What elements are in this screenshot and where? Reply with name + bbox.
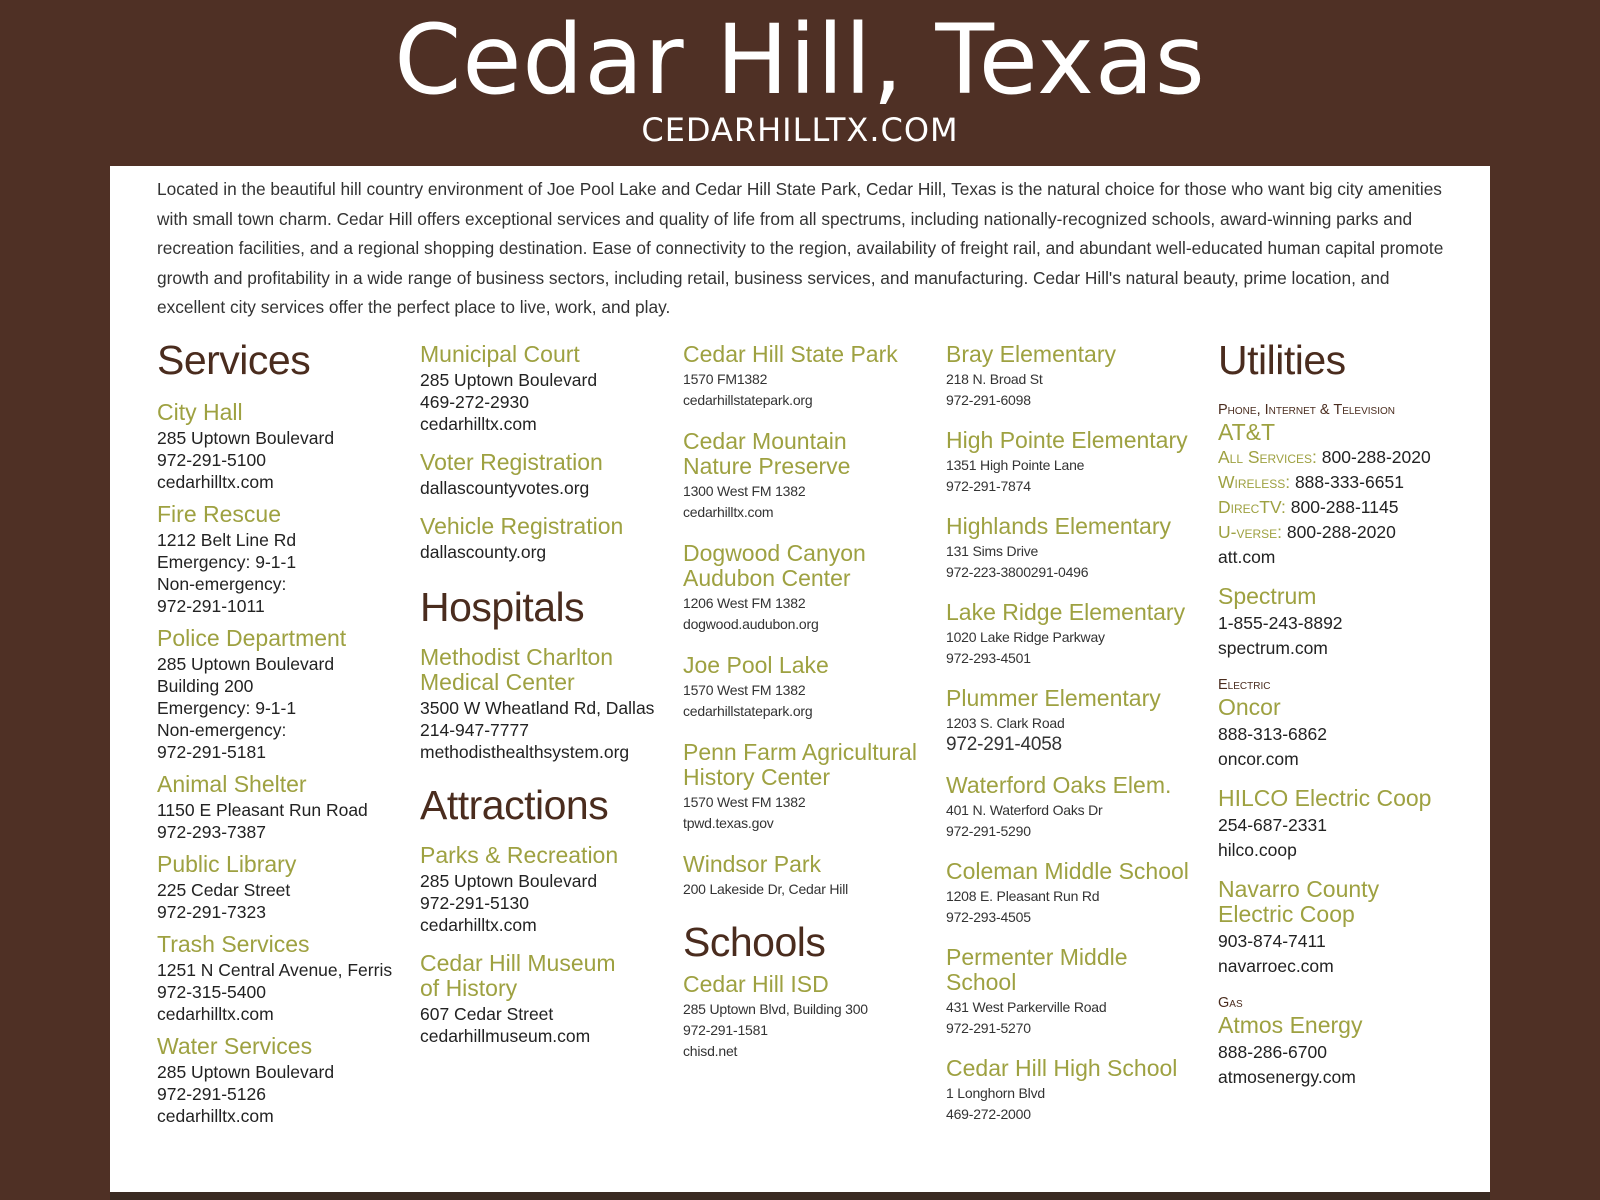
- hilco-website[interactable]: hilco.coop: [1218, 840, 1297, 860]
- entry-line: 972-291-5270: [946, 1020, 1031, 1036]
- entry-line: 200 Lakeside Dr, Cedar Hill: [683, 881, 849, 897]
- entry-details: [157, 959, 407, 1025]
- directory-entry: [946, 945, 1196, 1039]
- entry-details: [946, 627, 1196, 669]
- entry-details: [420, 477, 660, 499]
- oncor-name: Oncor: [1218, 694, 1281, 720]
- entry-website[interactable]: cedarhilltx.com: [157, 472, 274, 492]
- directory-entry: [420, 514, 660, 563]
- entry-line: 972-291-5100: [157, 450, 266, 470]
- directory-entry: [157, 626, 407, 763]
- entry-line: 972-291-1581: [683, 1022, 768, 1038]
- att-service-phone: 888-333-6651: [1290, 472, 1404, 492]
- entry-line: 1570 West FM 1382: [683, 794, 806, 810]
- hospitals-heading: Hospitals: [420, 584, 585, 630]
- entry-website[interactable]: cedarhilltx.com: [420, 414, 537, 434]
- entry-name: Lake Ridge Elementary: [946, 599, 1186, 625]
- att-services: [1218, 445, 1458, 545]
- directory-entry: [946, 859, 1196, 928]
- entry-line: 1208 E. Pleasant Run Rd: [946, 888, 1100, 904]
- entry-website[interactable]: dallascountyvotes.org: [420, 478, 590, 498]
- entry-line: 401 N. Waterford Oaks Dr: [946, 802, 1103, 818]
- entry-line: 972-291-1011: [157, 596, 265, 616]
- entry-line: 972-291-5290: [946, 823, 1031, 839]
- entry-name-cont: Nature Preserve: [683, 453, 851, 479]
- entry-details: [946, 997, 1196, 1039]
- directory-entry: [946, 686, 1196, 756]
- entry-line: 285 Uptown Blvd, Building 300: [683, 1001, 868, 1017]
- directory-entry: [157, 932, 407, 1025]
- entry-line: 131 Sims Drive: [946, 543, 1039, 559]
- entry-line: 1570 West FM 1382: [683, 682, 806, 698]
- entry-website[interactable]: dallascounty.org: [420, 542, 547, 562]
- att-service-label: DirecTV:: [1218, 497, 1286, 517]
- civic-list: [420, 342, 660, 563]
- entry-line: 1203 S. Clark Road: [946, 715, 1065, 731]
- entry-website[interactable]: tpwd.texas.gov: [683, 815, 774, 831]
- att-service-row: [1218, 520, 1458, 545]
- entry-details: [683, 879, 933, 900]
- directory-entry: [157, 852, 407, 923]
- entry-website[interactable]: cedarhillstatepark.org: [683, 703, 813, 719]
- entry-line: 285 Uptown Boulevard: [157, 654, 335, 674]
- entry-website[interactable]: cedarhillstatepark.org: [683, 392, 813, 408]
- services-list: [157, 400, 407, 1127]
- entry-name: Animal Shelter: [157, 771, 307, 797]
- att-service-label: All Services:: [1218, 447, 1317, 467]
- entry-details: [946, 455, 1196, 497]
- entry-name: Penn Farm Agricultural: [683, 739, 917, 765]
- entry-details: [683, 369, 933, 411]
- entry-details: [946, 541, 1196, 583]
- att-service-row: [1218, 445, 1458, 470]
- entry-details: [157, 799, 407, 843]
- att-service-phone: 800-288-1145: [1285, 497, 1399, 517]
- entry-details: [683, 481, 933, 523]
- entry-details: [157, 879, 407, 923]
- navarro-name-line1: Navarro County: [1218, 876, 1380, 902]
- entry-details: [683, 593, 933, 635]
- directory-entry: [946, 514, 1196, 583]
- entry-website[interactable]: cedarhilltx.com: [683, 504, 774, 520]
- spectrum-website[interactable]: spectrum.com: [1218, 638, 1328, 658]
- entry-details: [420, 870, 660, 936]
- navarro-name-line2: Electric Coop: [1218, 901, 1355, 927]
- entry-details: [946, 800, 1196, 842]
- entry-name: Windsor Park: [683, 851, 822, 877]
- entry-line: Non-emergency:: [157, 574, 287, 594]
- hilco-phone: 254-687-2331: [1218, 815, 1327, 835]
- spectrum-phone: 1-855-243-8892: [1218, 613, 1343, 633]
- schools-list: [683, 972, 933, 1062]
- civic-column: [420, 342, 660, 1062]
- directory-entry: [420, 843, 660, 936]
- entry-line: 972-291-7874: [946, 478, 1031, 494]
- directory-entry: [683, 541, 933, 635]
- entry-line: 972-291-7323: [157, 902, 266, 922]
- entry-name-cont: Medical Center: [420, 669, 575, 695]
- oncor-phone: 888-313-6862: [1218, 724, 1327, 744]
- spectrum-name: Spectrum: [1218, 583, 1317, 609]
- entry-line: 1150 E Pleasant Run Road: [157, 800, 368, 820]
- entry-details: [157, 653, 407, 763]
- directory-entry: [420, 951, 660, 1047]
- entry-name: Cedar Hill State Park: [683, 341, 898, 367]
- entry-line: 3500 W Wheatland Rd, Dallas: [420, 698, 655, 718]
- entry-line: Non-emergency:: [157, 720, 287, 740]
- page-header: [0, 0, 1600, 166]
- entry-line: 218 N. Broad St: [946, 371, 1043, 387]
- entry-name: Cedar Hill High School: [946, 1055, 1178, 1081]
- directory-entry: [946, 1056, 1196, 1125]
- entry-details: [683, 792, 933, 834]
- directory-entry: [946, 600, 1196, 669]
- entry-name: Cedar Mountain: [683, 428, 847, 454]
- entry-line: 607 Cedar Street: [420, 1004, 554, 1024]
- schools-column: [946, 342, 1196, 1142]
- entry-details: [157, 427, 407, 493]
- entry-name: Waterford Oaks Elem.: [946, 772, 1172, 798]
- entry-name: High Pointe Elementary: [946, 427, 1188, 453]
- entry-line: 214-947-7777: [420, 720, 529, 740]
- services-column: [157, 337, 407, 1136]
- entry-line: 469-272-2930: [420, 392, 529, 412]
- entry-website[interactable]: cedarhilltx.com: [157, 1004, 274, 1024]
- entry-details: [946, 886, 1196, 928]
- entry-name: Fire Rescue: [157, 501, 281, 527]
- entry-name: Water Services: [157, 1033, 313, 1059]
- directory-entry: [157, 400, 407, 493]
- schools-heading: Schools: [683, 919, 826, 965]
- entry-line: 1212 Belt Line Rd: [157, 530, 297, 550]
- page-title: Cedar Hill, Texas: [394, 4, 1206, 116]
- footer-strip: [110, 1192, 1490, 1200]
- directory-entry: [946, 342, 1196, 411]
- entry-line: 972-315-5400: [157, 982, 266, 1002]
- entry-details: [946, 713, 1196, 756]
- entry-details: [946, 369, 1196, 411]
- entry-line: 972-291-6098: [946, 392, 1031, 408]
- content-panel: [110, 166, 1490, 1200]
- directory-entry: [420, 450, 660, 499]
- entry-line: 285 Uptown Boulevard: [157, 1062, 335, 1082]
- entry-line: Building 200: [157, 676, 254, 696]
- att-service-row: [1218, 470, 1458, 495]
- entry-details: [683, 999, 933, 1062]
- entry-line: 1351 High Pointe Lane: [946, 457, 1085, 473]
- entry-line: 972-293-4505: [946, 909, 1031, 925]
- entry-line: 972-293-4501: [946, 650, 1031, 666]
- entry-name: Cedar Hill Museum: [420, 950, 616, 976]
- hilco-name: HILCO Electric Coop: [1218, 785, 1432, 811]
- attractions-heading: Attractions: [420, 782, 609, 828]
- directory-entry: [683, 342, 933, 411]
- utilities-heading: Utilities: [1218, 337, 1346, 383]
- att-service-phone: 800-288-2020: [1316, 447, 1431, 467]
- entry-website[interactable]: cedarhilltx.com: [420, 915, 537, 935]
- directory-entry: [157, 1034, 407, 1127]
- entry-website[interactable]: cedarhillmuseum.com: [420, 1026, 591, 1046]
- hospitals-list: [420, 645, 660, 763]
- entry-website[interactable]: cedarhilltx.com: [157, 1106, 274, 1126]
- directory-entry: [157, 772, 407, 843]
- entry-name-cont: History Center: [683, 764, 830, 790]
- directory-entry: [683, 653, 933, 722]
- att-service-row: [1218, 495, 1458, 520]
- entry-details: [420, 697, 660, 763]
- entry-line: 972-291-5126: [157, 1084, 266, 1104]
- directory-entry: [157, 502, 407, 617]
- entry-details: [420, 1003, 660, 1047]
- entry-name: Police Department: [157, 625, 347, 651]
- services-heading: Services: [157, 337, 311, 383]
- entry-line: 285 Uptown Boulevard: [420, 871, 598, 891]
- entry-line: 972-293-7387: [157, 822, 266, 842]
- parks-list: [683, 342, 933, 900]
- directory-entry: [420, 342, 660, 435]
- atmos-phone: 888-286-6700: [1218, 1042, 1327, 1062]
- entry-name: City Hall: [157, 399, 243, 425]
- entry-name: Coleman Middle School: [946, 858, 1189, 884]
- entry-name: Bray Elementary: [946, 341, 1117, 367]
- entry-line: 1251 N Central Avenue, Ferris: [157, 960, 393, 980]
- entry-line: 972-291-5181: [157, 742, 266, 762]
- entry-name: Joe Pool Lake: [683, 652, 829, 678]
- entry-website[interactable]: dogwood.audubon.org: [683, 616, 819, 632]
- entry-line: 1020 Lake Ridge Parkway: [946, 629, 1105, 645]
- directory-entry: [683, 429, 933, 523]
- entry-line: 225 Cedar Street: [157, 880, 291, 900]
- entry-line: 285 Uptown Boulevard: [157, 428, 335, 448]
- entry-details: [420, 541, 660, 563]
- att-service-label: U-verse:: [1218, 522, 1283, 542]
- phone-category: Phone, Internet & Television: [1218, 402, 1395, 418]
- entry-name: Cedar Hill ISD: [683, 971, 829, 997]
- directory-entry: [420, 645, 660, 763]
- directory-entry: [683, 852, 933, 900]
- directory-entry: [946, 773, 1196, 842]
- entry-name-cont: Audubon Center: [683, 565, 851, 591]
- entry-line: 972-291-5130: [420, 893, 529, 913]
- entry-website[interactable]: chisd.net: [683, 1043, 738, 1059]
- entry-line: 1206 West FM 1382: [683, 595, 806, 611]
- schools-detail-list: [946, 342, 1196, 1125]
- directory-entry: [946, 428, 1196, 497]
- att-name: AT&T: [1218, 419, 1276, 445]
- entry-line: 1570 FM1382: [683, 371, 768, 387]
- entry-details: [157, 529, 407, 617]
- entry-line: 285 Uptown Boulevard: [420, 370, 598, 390]
- entry-line: Emergency: 9-1-1: [157, 698, 297, 718]
- atmos-name: Atmos Energy: [1218, 1012, 1363, 1038]
- entry-details: [157, 1061, 407, 1127]
- gas-category: Gas: [1218, 995, 1243, 1011]
- entry-details: [683, 680, 933, 722]
- entry-name: Dogwood Canyon: [683, 540, 866, 566]
- entry-name: Municipal Court: [420, 341, 580, 367]
- att-website[interactable]: att.com: [1218, 547, 1276, 567]
- entry-phone: 972-291-4058: [946, 734, 1062, 755]
- entry-name: Methodist Charlton: [420, 644, 614, 670]
- utilities-column: [1218, 337, 1458, 1090]
- att-service-phone: 800-288-2020: [1282, 522, 1396, 542]
- entry-line: 1 Longhorn Blvd: [946, 1085, 1045, 1101]
- navarro-phone: 903-874-7411: [1218, 931, 1326, 951]
- entry-name-cont: of History: [420, 975, 518, 1001]
- electric-category: Electric: [1218, 677, 1271, 693]
- directory-entry: [683, 972, 933, 1062]
- entry-details: [946, 1083, 1196, 1125]
- entry-website[interactable]: methodisthealthsystem.org: [420, 742, 630, 762]
- website-url[interactable]: CEDARHILLTX.COM: [641, 111, 959, 149]
- entry-name: Vehicle Registration: [420, 513, 624, 539]
- entry-details: [420, 369, 660, 435]
- entry-line: 431 West Parkerville Road: [946, 999, 1107, 1015]
- entry-line: 1300 West FM 1382: [683, 483, 806, 499]
- attractions-list: [420, 843, 660, 1047]
- att-service-label: Wireless:: [1218, 472, 1291, 492]
- directory-entry: [683, 740, 933, 834]
- atmos-website[interactable]: atmosenergy.com: [1218, 1067, 1356, 1087]
- entry-name: Parks & Recreation: [420, 842, 619, 868]
- entry-line: 469-272-2000: [946, 1106, 1031, 1122]
- entry-name: Permenter Middle School: [946, 944, 1128, 995]
- entry-line: Emergency: 9-1-1: [157, 552, 297, 572]
- oncor-website[interactable]: oncor.com: [1218, 749, 1299, 769]
- entry-name: Highlands Elementary: [946, 513, 1172, 539]
- navarro-website[interactable]: navarroec.com: [1218, 956, 1334, 976]
- entry-name: Trash Services: [157, 931, 310, 957]
- entry-line: 972-223-3800291-0496: [946, 564, 1089, 580]
- entry-name: Public Library: [157, 851, 297, 877]
- intro-paragraph: Located in the beautiful hill country environment of Joe Pool Lake and Cedar Hill State Park, Cedar Hill, Texas is the natural choice for those who want big city amenities with small town charm. Cedar Hill offers exceptional services and quality of life from all spectrums, including nationally-recognized schools, award-winning parks and recreation facilities, and a regional shopping destination. Ease of connectivity to the region, availability of freight rail, and abundant well-educated human capital promote growth and profitability in a wide range of business sectors, including retail, business services, and manufacturing. Cedar Hill's natural beauty, prime location, and excellent city services offer the perfect place to live, work, and play.: [157, 179, 1444, 317]
- entry-name: Voter Registration: [420, 449, 603, 475]
- entry-name: Plummer Elementary: [946, 685, 1161, 711]
- parks-column: [683, 342, 933, 1072]
